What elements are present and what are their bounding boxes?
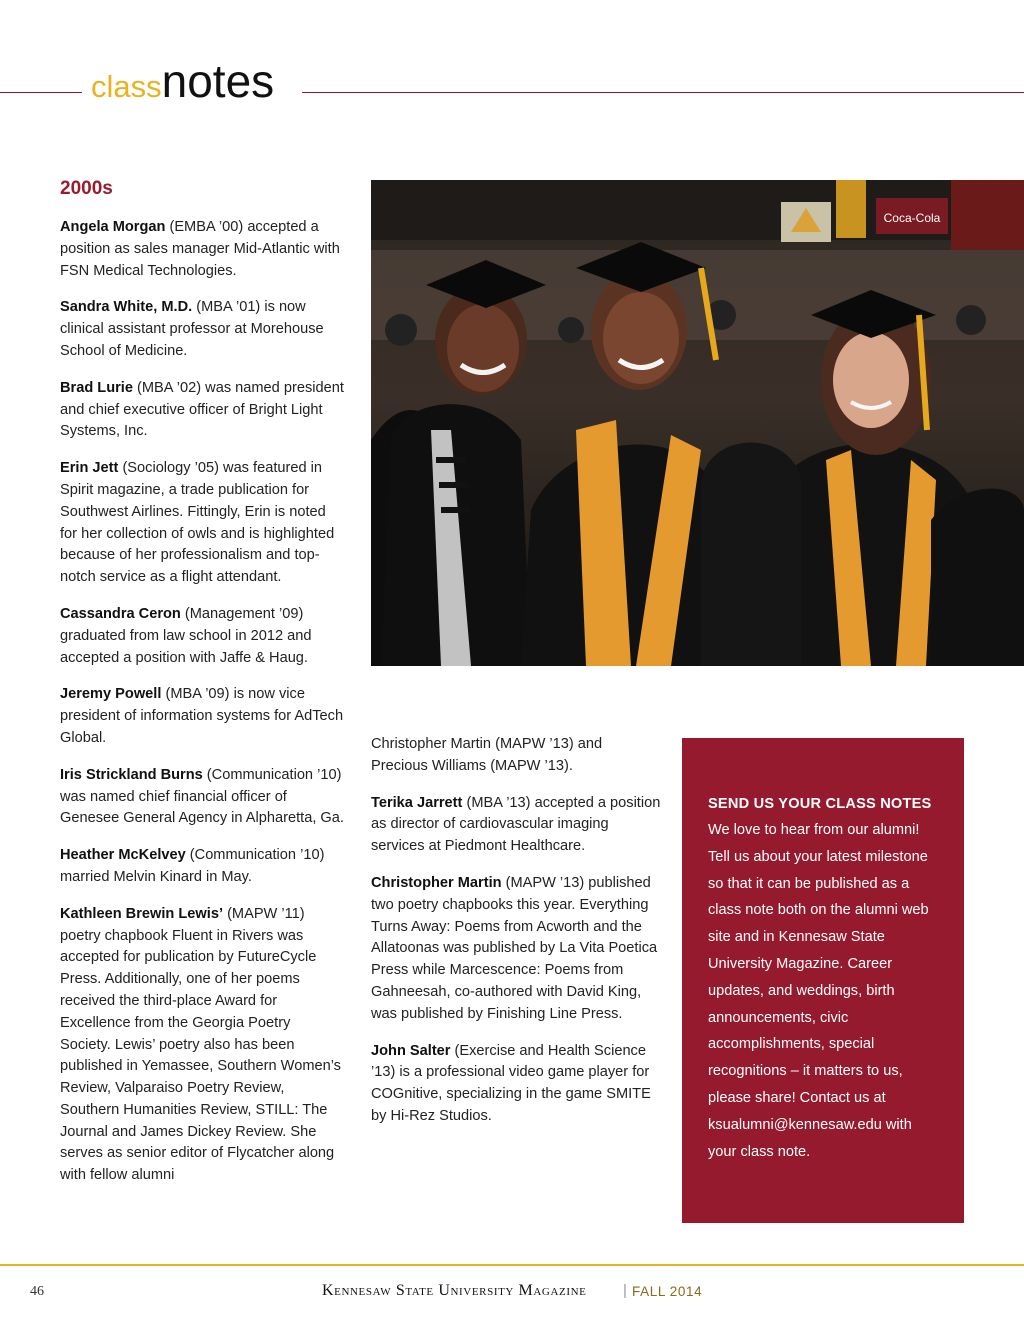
class-note — [60, 845, 344, 889]
alumni-name: John Salter — [371, 1042, 451, 1059]
class-note — [60, 458, 344, 589]
class-notes-callout — [682, 738, 964, 1223]
note-text: (EMBA ’00) accepted a position as sales manager Mid-Atlantic with FSN Medical Technologies. — [60, 219, 340, 279]
alumni-name: Terika Jarrett — [371, 794, 463, 811]
header-rule-right — [302, 92, 1024, 93]
header-rule-left — [0, 92, 82, 93]
arena-sign-text: Coca-Cola — [883, 211, 941, 225]
note-text: (Communication ’10) was named chief financial officer of Genesee General Agency in Alpharetta, Ga. — [60, 766, 344, 827]
alumni-name: Heather McKelvey — [60, 847, 186, 864]
class-note — [60, 765, 344, 830]
note-text: (MBA ’13) accepted a position as director of cardiovascular imaging services at Piedmont Healthcare. — [371, 794, 661, 855]
note-text: (MAPW ’13) published two poetry chapbooks this year. Everything Turns Away: Poems from Acworth and the Allatoonas was published by La Vita Poetica Press while Marcescence: Poems from Gahneesah, co-authored with David King, was published by Finishing Line Press. — [371, 874, 658, 1022]
footer-separator: | — [623, 1282, 627, 1299]
class-note — [60, 217, 344, 282]
section-title-prefix: class — [91, 69, 162, 104]
footer-rule — [0, 1264, 1024, 1266]
decade-heading: 2000s — [60, 178, 113, 199]
callout-body: We love to hear from our alumni! Tell us about your latest milestone so that it can be published as a class note both on the alumni web site and in Kennesaw State University Magazine. Career updates, and weddings, birth announcements, civic accomplishments, special recognitions – it matters to us, please share! Contact us at ksualumni@kennesaw.edu with your class note. — [708, 822, 929, 1160]
alumni-name: Christopher Martin — [371, 874, 502, 891]
continued-text: Christopher Martin (MAPW ’13) and Precious Williams (MAPW ’13). — [371, 736, 603, 774]
class-note — [60, 684, 344, 749]
middle-column — [371, 734, 661, 1143]
note-text: (Exercise and Health Science ’13) is a professional video game player for COGnitive, specializing in the game SMITE by Hi-Rez Studios. — [371, 1042, 651, 1124]
alumni-name: Angela Morgan — [60, 219, 166, 235]
class-note — [60, 378, 344, 443]
class-note — [60, 297, 344, 362]
note-text: (MAPW ’11) poetry chapbook Fluent in Rivers was accepted for publication by FutureCycle Press. Additionally, one of her poems received the third-place Award for Excellence from the Georgia Poetry Society. Lewis’ poetry also has been published in Yemassee, Southern Women’s Review, Valparaiso Poetry Review, Southern Humanities Review, STILL: The Journal and James Dickey Review. She serves as senior editor of Flycatcher along with fellow alumni — [60, 905, 341, 1184]
class-note — [371, 873, 661, 1026]
graduation-photo — [371, 180, 1024, 666]
section-title — [91, 55, 275, 107]
alumni-name: Kathleen Brewin Lewis’ — [60, 905, 224, 922]
issue-label: FALL 2014 — [632, 1284, 703, 1299]
alumni-name: Jeremy Powell — [60, 686, 162, 703]
section-title-main: notes — [161, 55, 275, 107]
page-number: 46 — [30, 1284, 44, 1299]
class-note — [371, 793, 661, 858]
class-note — [60, 604, 344, 669]
alumni-name: Cassandra Ceron — [60, 605, 181, 622]
class-note — [60, 904, 344, 1187]
note-text: (MBA ’02) was named president and chief executive officer of Bright Light Systems, Inc. — [60, 379, 344, 440]
note-text: (Management ’09) graduated from law school in 2012 and accepted a position with Jaffe & Haug. — [60, 605, 312, 666]
alumni-name: Erin Jett — [60, 460, 119, 477]
alumni-name: Brad Lurie — [60, 379, 133, 396]
note-text: (Sociology ’05) was featured in Spirit magazine, a trade publication for Southwest Airlines. Fittingly, Erin is noted for her collection of owls and is highlighted because of her professionalism and top-notch service as a flight attendant. — [60, 460, 335, 586]
callout-heading: SEND US YOUR CLASS NOTES — [708, 796, 932, 812]
graduation-photo-illustration — [371, 180, 1024, 666]
left-column — [60, 217, 344, 1202]
alumni-name: Sandra White, M.D. — [60, 299, 193, 316]
alumni-name: Iris Strickland Burns — [60, 766, 203, 783]
class-note — [371, 1041, 661, 1128]
note-text: (Communication ’10) married Melvin Kinard in May. — [60, 847, 325, 885]
note-text: (MBA ’01) is now clinical assistant professor at Morehouse School of Medicine. — [60, 299, 324, 359]
note-text: (MBA ’09) is now vice president of information systems for AdTech Global. — [60, 686, 344, 746]
magazine-name: Kennesaw State University Magazine — [322, 1282, 587, 1299]
